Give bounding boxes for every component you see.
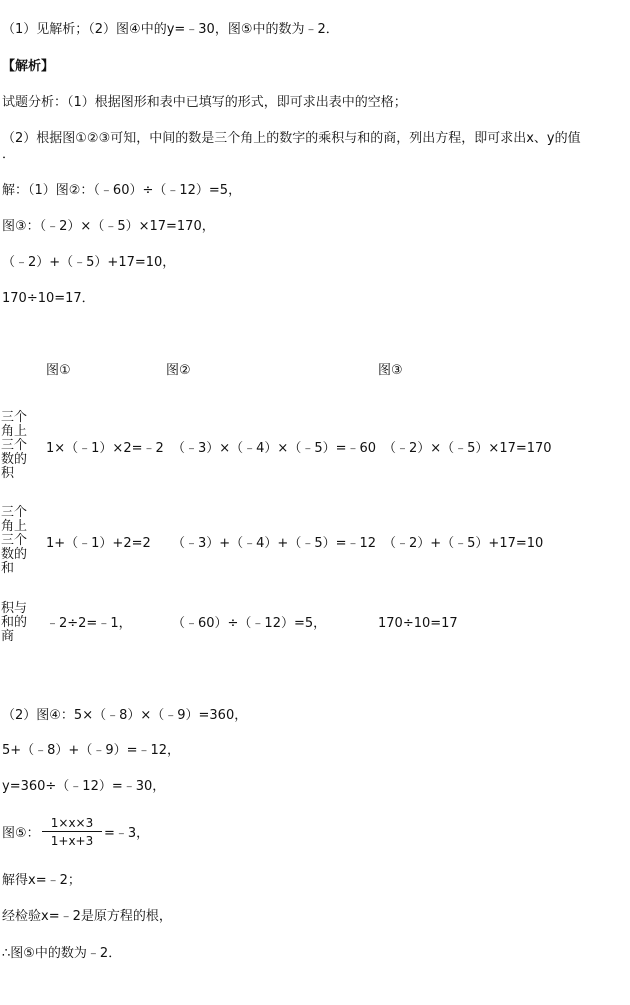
fig5-denominator: 1+x+3 xyxy=(50,834,94,848)
table-header-fig3: 图③ xyxy=(378,363,403,378)
solution-line-2: 图③：（﹣2）×（﹣5）×17=170， xyxy=(2,219,215,234)
part2-line-3: y=360÷（﹣12）=﹣30， xyxy=(2,779,166,794)
table-cell-quotient-fig3: 170÷10=17 xyxy=(378,616,458,631)
fig5-rhs: =﹣3， xyxy=(104,826,150,841)
table-header-fig2: 图② xyxy=(166,363,191,378)
part2-line-1: （2）图④：5×（﹣8）×（﹣9）=360， xyxy=(2,708,248,723)
part2-line-2: 5+（﹣8）+（﹣9）=﹣12， xyxy=(2,743,181,758)
solution-line-3: （﹣2）+（﹣5）+17=10， xyxy=(2,255,176,270)
analysis-header: 【解析】 xyxy=(2,59,55,74)
table-cell-sum-fig1: 1+（﹣1）+2=2 xyxy=(46,536,151,551)
fraction-bar xyxy=(42,831,102,832)
table-cell-sum-fig2: （﹣3）+（﹣4）+（﹣5）=﹣12 xyxy=(172,536,377,551)
table-cell-quotient-fig2: （﹣60）÷（﹣12）=5， xyxy=(172,616,327,631)
fig5-label: 图⑤： xyxy=(2,826,40,841)
table-cell-product-fig3: （﹣2）×（﹣5）×17=170 xyxy=(383,441,552,456)
solve-line-2: 经检验x=﹣2是原方程的根， xyxy=(2,909,172,924)
table-cell-product-fig1: 1×（﹣1）×2=﹣2 xyxy=(46,441,164,456)
table-cell-product-fig2: （﹣3）×（﹣4）×（﹣5）=﹣60 xyxy=(172,441,377,456)
fig5-numerator: 1×x×3 xyxy=(50,816,94,830)
table-row-label-product: 三个角上三个数的积 xyxy=(1,410,28,481)
table-cell-sum-fig3: （﹣2）+（﹣5）+17=10 xyxy=(383,536,544,551)
table-row-label-quotient: 积与和的商 xyxy=(1,601,28,644)
table-header-fig1: 图① xyxy=(46,363,71,378)
answer-line: （1）见解析；（2）图④中的y=﹣30，图⑤中的数为﹣2． xyxy=(2,22,339,37)
analysis-part-2: （2）根据图①②③可知，中间的数是三个角上的数字的乘积与和的商，列出方程，即可求出x、y的值 xyxy=(2,131,581,146)
analysis-part-2-end: ． xyxy=(2,147,16,162)
solution-line-4: 170÷10=17． xyxy=(2,291,95,306)
table-row-label-sum: 三个角上三个数的和 xyxy=(1,505,28,576)
solve-line-1: 解得x=﹣2； xyxy=(2,873,81,888)
analysis-part-1: 试题分析：（1）根据图形和表中已填写的形式，即可求出表中的空格； xyxy=(2,95,407,110)
table-cell-quotient-fig1: ﹣2÷2=﹣1， xyxy=(46,616,132,631)
solution-line-1: 解：（1）图②：（﹣60）÷（﹣12）=5， xyxy=(2,183,242,198)
conclusion-line: ∴图⑤中的数为﹣2． xyxy=(2,946,122,961)
fig5-fraction xyxy=(42,816,102,848)
